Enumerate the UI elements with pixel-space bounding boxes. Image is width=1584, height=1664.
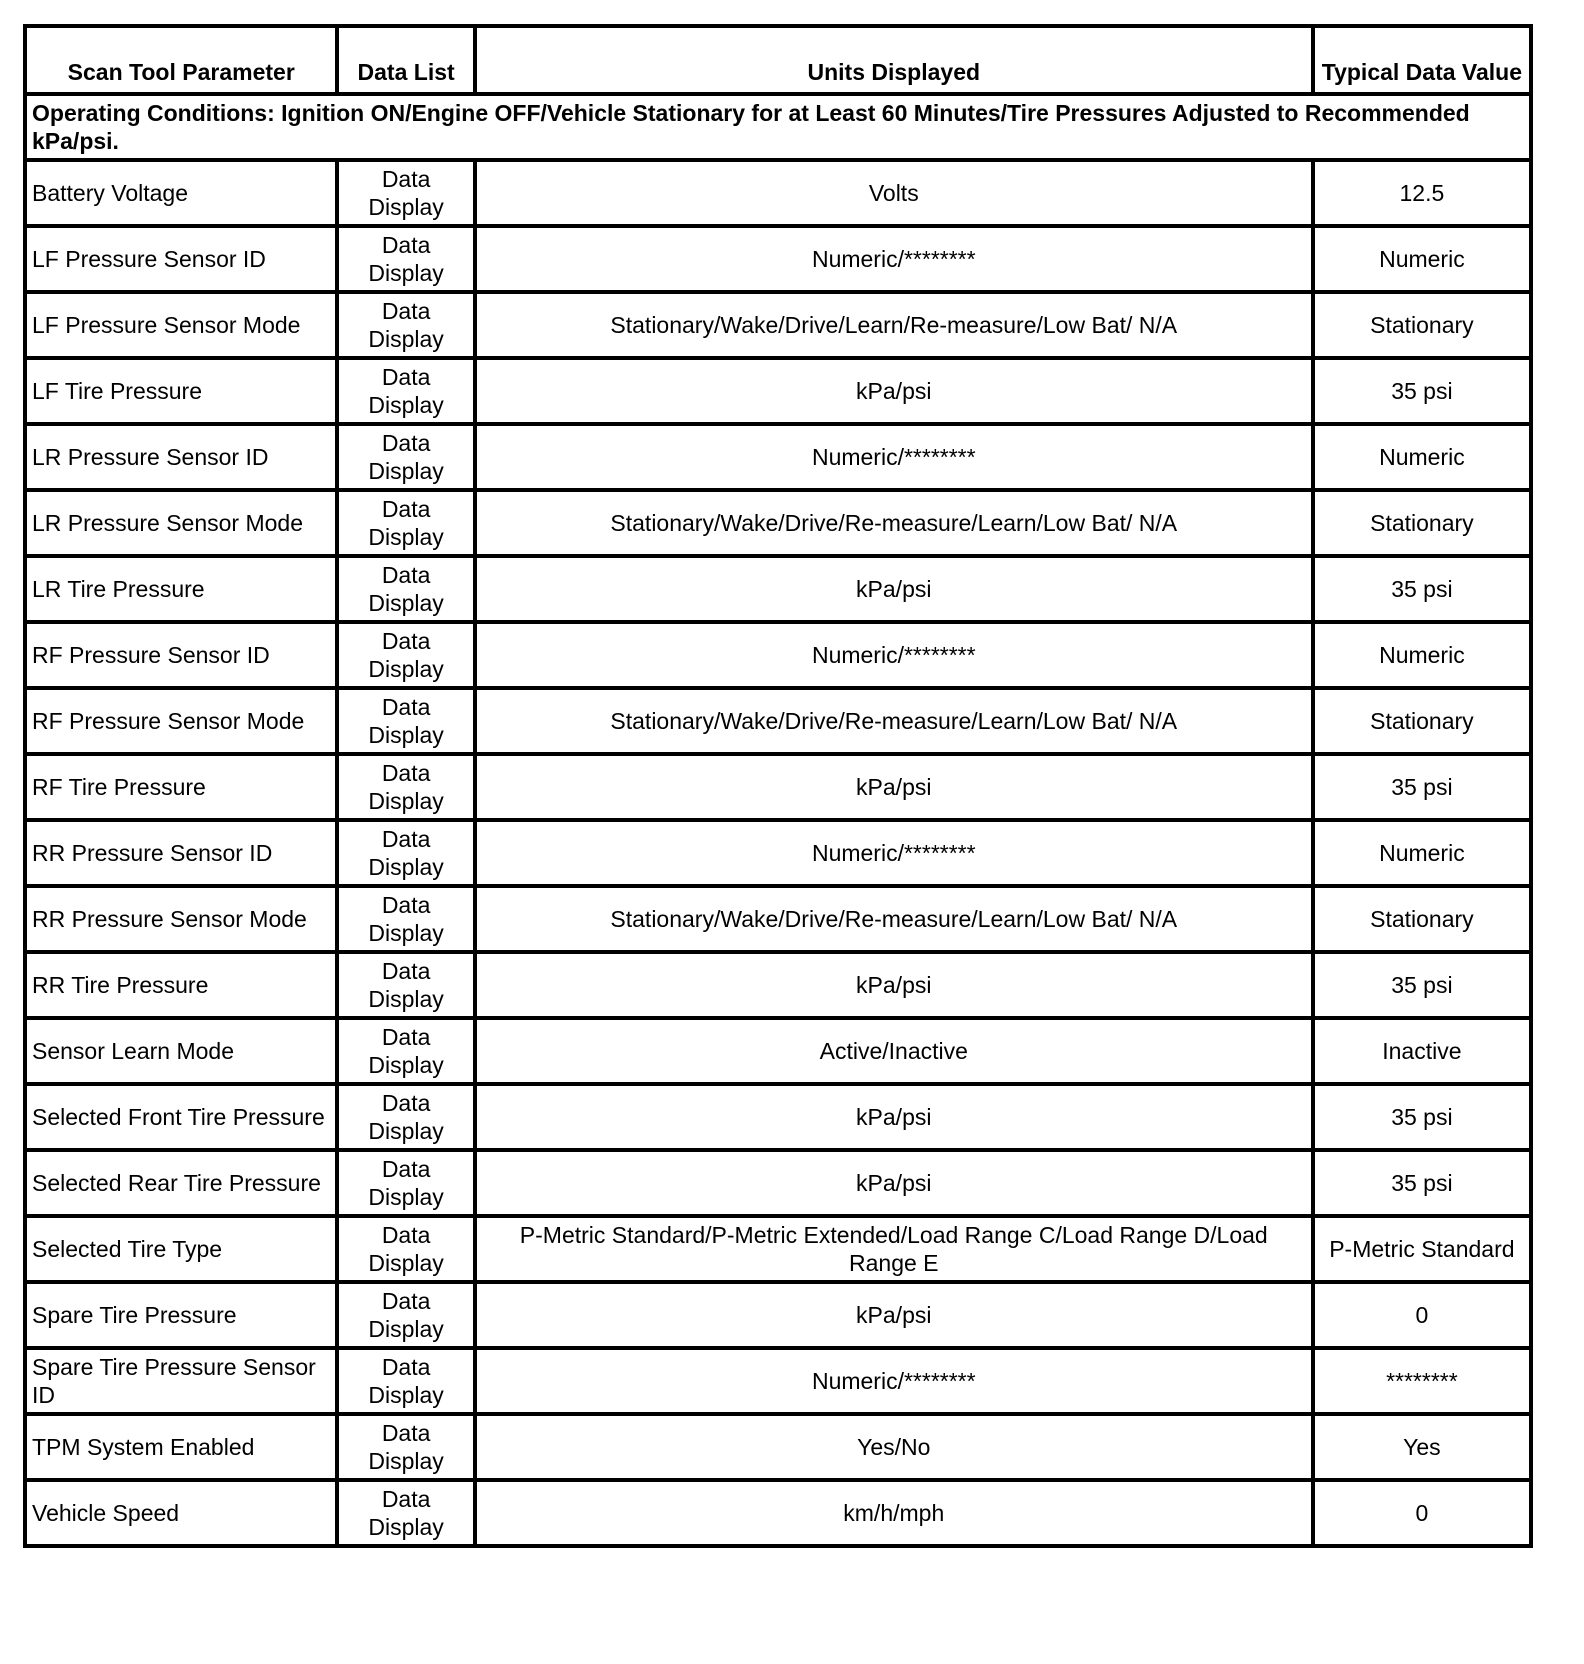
data-list-line: Data — [381, 1288, 431, 1314]
header-data-list: Data List — [337, 26, 474, 94]
data-list-line: Data — [381, 826, 431, 852]
data-list-line: Display — [368, 1118, 444, 1144]
data-list-line: Display — [368, 524, 444, 550]
cell-units-displayed: kPa/psi — [475, 1084, 1313, 1150]
cell-data-list — [337, 952, 474, 1018]
data-list-line: Data — [381, 892, 431, 918]
cell-units-displayed: kPa/psi — [475, 1282, 1313, 1348]
table-row — [25, 820, 1531, 886]
cell-typical-value: ******** — [1313, 1348, 1531, 1414]
cell-typical-value: Numeric — [1313, 820, 1531, 886]
cell-units-displayed: kPa/psi — [475, 754, 1313, 820]
table-row — [25, 622, 1531, 688]
table-row — [25, 424, 1531, 490]
data-list-line: Data — [381, 1354, 431, 1380]
cell-parameter: RR Tire Pressure — [25, 952, 337, 1018]
cell-data-list — [337, 820, 474, 886]
operating-conditions-text: Operating Conditions: Ignition ON/Engine OFF/Vehicle Stationary for at Least 60 Minutes/Tire Pressures Adjusted to Recommended kPa/psi. — [25, 94, 1531, 160]
data-list-line: Display — [368, 260, 444, 286]
cell-units-displayed: Stationary/Wake/Drive/Learn/Re-measure/Low Bat/ N/A — [475, 292, 1313, 358]
table-row — [25, 1216, 1531, 1282]
cell-typical-value: Stationary — [1313, 490, 1531, 556]
cell-typical-value: 35 psi — [1313, 952, 1531, 1018]
cell-parameter: TPM System Enabled — [25, 1414, 337, 1480]
cell-data-list — [337, 1084, 474, 1150]
cell-typical-value: 0 — [1313, 1282, 1531, 1348]
data-list-line: Data — [381, 628, 431, 654]
data-list-line: Display — [368, 458, 444, 484]
header-units-displayed: Units Displayed — [475, 26, 1313, 94]
data-list-line: Display — [368, 986, 444, 1012]
cell-units-displayed: Stationary/Wake/Drive/Re-measure/Learn/Low Bat/ N/A — [475, 688, 1313, 754]
cell-parameter: LF Tire Pressure — [25, 358, 337, 424]
data-list-line: Display — [368, 722, 444, 748]
table-row — [25, 1018, 1531, 1084]
cell-typical-value: 0 — [1313, 1480, 1531, 1546]
cell-data-list — [337, 160, 474, 226]
cell-typical-value: 35 psi — [1313, 754, 1531, 820]
cell-units-displayed: Numeric/******** — [475, 820, 1313, 886]
cell-parameter: RF Pressure Sensor Mode — [25, 688, 337, 754]
cell-parameter: Vehicle Speed — [25, 1480, 337, 1546]
cell-data-list — [337, 226, 474, 292]
data-list-line: Display — [368, 1316, 444, 1342]
cell-data-list — [337, 1282, 474, 1348]
cell-parameter: Spare Tire Pressure — [25, 1282, 337, 1348]
table-row — [25, 688, 1531, 754]
cell-data-list — [337, 622, 474, 688]
data-list-line: Data — [381, 1156, 431, 1182]
header-scan-tool-parameter: Scan Tool Parameter — [25, 26, 337, 94]
data-list-line: Data — [381, 298, 431, 324]
cell-units-displayed: Numeric/******** — [475, 622, 1313, 688]
data-list-line: Data — [381, 1420, 431, 1446]
data-list-line: Data — [381, 694, 431, 720]
cell-data-list — [337, 1216, 474, 1282]
cell-parameter: Sensor Learn Mode — [25, 1018, 337, 1084]
table-row — [25, 490, 1531, 556]
cell-typical-value: Stationary — [1313, 292, 1531, 358]
data-list-line: Data — [381, 1486, 431, 1512]
table-row — [25, 886, 1531, 952]
table-row — [25, 1084, 1531, 1150]
data-list-line: Display — [368, 1052, 444, 1078]
cell-units-displayed: kPa/psi — [475, 952, 1313, 1018]
data-list-line: Data — [381, 364, 431, 390]
cell-units-displayed: P-Metric Standard/P-Metric Extended/Load Range C/Load Range D/Load Range E — [475, 1216, 1313, 1282]
cell-typical-value: Stationary — [1313, 886, 1531, 952]
cell-data-list — [337, 490, 474, 556]
cell-data-list — [337, 688, 474, 754]
scan-tool-data-table — [23, 24, 1533, 1548]
header-typical-data-value: Typical Data Value — [1313, 26, 1531, 94]
data-list-line: Display — [368, 788, 444, 814]
cell-units-displayed: Active/Inactive — [475, 1018, 1313, 1084]
table-row — [25, 1150, 1531, 1216]
cell-typical-value: P-Metric Standard — [1313, 1216, 1531, 1282]
cell-typical-value: Stationary — [1313, 688, 1531, 754]
cell-parameter: RR Pressure Sensor Mode — [25, 886, 337, 952]
cell-units-displayed: km/h/mph — [475, 1480, 1313, 1546]
cell-parameter: Selected Front Tire Pressure — [25, 1084, 337, 1150]
data-list-line: Display — [368, 1184, 444, 1210]
data-list-line: Display — [368, 1448, 444, 1474]
cell-typical-value: 35 psi — [1313, 1084, 1531, 1150]
cell-typical-value: 35 psi — [1313, 358, 1531, 424]
data-list-line: Data — [381, 760, 431, 786]
data-list-line: Display — [368, 194, 444, 220]
data-list-line: Data — [381, 496, 431, 522]
cell-units-displayed: Stationary/Wake/Drive/Re-measure/Learn/Low Bat/ N/A — [475, 886, 1313, 952]
cell-units-displayed: Numeric/******** — [475, 424, 1313, 490]
cell-units-displayed: Yes/No — [475, 1414, 1313, 1480]
data-list-line: Data — [381, 1024, 431, 1050]
data-list-line: Display — [368, 920, 444, 946]
table-header-row — [25, 26, 1531, 94]
table-row — [25, 1414, 1531, 1480]
table-row — [25, 226, 1531, 292]
data-list-line: Display — [368, 1514, 444, 1540]
cell-parameter: LF Pressure Sensor ID — [25, 226, 337, 292]
cell-typical-value: Inactive — [1313, 1018, 1531, 1084]
data-list-line: Display — [368, 590, 444, 616]
cell-data-list — [337, 1480, 474, 1546]
cell-parameter: RF Pressure Sensor ID — [25, 622, 337, 688]
cell-units-displayed: Volts — [475, 160, 1313, 226]
cell-data-list — [337, 358, 474, 424]
data-list-line: Data — [381, 1222, 431, 1248]
cell-parameter: Spare Tire Pressure Sensor ID — [25, 1348, 337, 1414]
cell-units-displayed: kPa/psi — [475, 1150, 1313, 1216]
table-row — [25, 160, 1531, 226]
data-list-line: Display — [368, 854, 444, 880]
cell-data-list — [337, 1414, 474, 1480]
table-row — [25, 1480, 1531, 1546]
cell-parameter: LR Pressure Sensor Mode — [25, 490, 337, 556]
cell-typical-value: 12.5 — [1313, 160, 1531, 226]
cell-typical-value: Numeric — [1313, 424, 1531, 490]
table-row — [25, 952, 1531, 1018]
data-list-line: Display — [368, 1382, 444, 1408]
cell-typical-value: Numeric — [1313, 622, 1531, 688]
cell-parameter: Selected Rear Tire Pressure — [25, 1150, 337, 1216]
cell-typical-value: 35 psi — [1313, 556, 1531, 622]
cell-parameter: LR Pressure Sensor ID — [25, 424, 337, 490]
data-list-line: Data — [381, 232, 431, 258]
cell-typical-value: 35 psi — [1313, 1150, 1531, 1216]
cell-parameter: Battery Voltage — [25, 160, 337, 226]
cell-data-list — [337, 556, 474, 622]
data-list-line: Data — [381, 1090, 431, 1116]
data-list-line: Data — [381, 562, 431, 588]
cell-data-list — [337, 754, 474, 820]
cell-typical-value: Yes — [1313, 1414, 1531, 1480]
cell-data-list — [337, 424, 474, 490]
table-row — [25, 1282, 1531, 1348]
data-list-line: Display — [368, 326, 444, 352]
cell-units-displayed: Stationary/Wake/Drive/Re-measure/Learn/Low Bat/ N/A — [475, 490, 1313, 556]
cell-units-displayed: Numeric/******** — [475, 226, 1313, 292]
data-list-line: Display — [368, 656, 444, 682]
cell-typical-value: Numeric — [1313, 226, 1531, 292]
table-row — [25, 754, 1531, 820]
cell-data-list — [337, 1018, 474, 1084]
table-row — [25, 292, 1531, 358]
operating-conditions-row — [25, 94, 1531, 160]
cell-data-list — [337, 292, 474, 358]
cell-parameter: LF Pressure Sensor Mode — [25, 292, 337, 358]
cell-units-displayed: kPa/psi — [475, 358, 1313, 424]
table-row — [25, 1348, 1531, 1414]
table-row — [25, 358, 1531, 424]
data-list-line: Data — [381, 166, 431, 192]
cell-parameter: RR Pressure Sensor ID — [25, 820, 337, 886]
cell-parameter: Selected Tire Type — [25, 1216, 337, 1282]
cell-units-displayed: kPa/psi — [475, 556, 1313, 622]
cell-parameter: LR Tire Pressure — [25, 556, 337, 622]
data-list-line: Display — [368, 392, 444, 418]
data-list-line: Display — [368, 1250, 444, 1276]
cell-data-list — [337, 886, 474, 952]
table-row — [25, 556, 1531, 622]
data-list-line: Data — [381, 958, 431, 984]
data-list-line: Data — [381, 430, 431, 456]
cell-parameter: RF Tire Pressure — [25, 754, 337, 820]
cell-data-list — [337, 1150, 474, 1216]
cell-units-displayed: Numeric/******** — [475, 1348, 1313, 1414]
cell-data-list — [337, 1348, 474, 1414]
